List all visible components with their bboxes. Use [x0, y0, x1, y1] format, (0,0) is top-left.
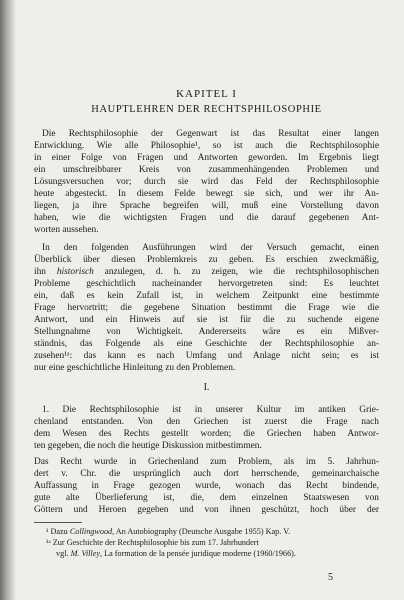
section-number: I.	[203, 382, 210, 393]
footnote: ¹ᵃ Zur Geschichte der Rechtsphilosophie bis zum 17. Jahrhundert	[46, 538, 259, 547]
para1-line: Die Rechtsphilosophie der Gegenwart ist das Resultat einer langen	[42, 129, 379, 139]
para1-line: liegen, ja ihre Sprache begreifen will, muß eine Vorstellung davon	[34, 201, 379, 211]
para4-line: dert v. Chr. die ursprünglich auch dort herrschende, gemeinarchaische	[34, 469, 379, 479]
para1-line: worten aussehen.	[34, 225, 99, 235]
footnote: ¹ Dazu Collingwood, An Autobiography (Deutsche Ausgabe 1955) Kap. V.	[46, 527, 291, 536]
page-number: 5	[328, 572, 333, 583]
para1-line: Lösungsversuchen vor; durch sie wird das Feld der Rechtsphilosophie	[34, 177, 379, 187]
book-gutter-shadow	[0, 0, 16, 600]
footnote: vgl. M. Villey, La formation de la pensée juridique moderne (1960/1966).	[56, 549, 296, 558]
para2-line: Antwort, und ein Hinweis auf sie ist für die zu suchende eigene	[34, 315, 379, 325]
para3-line: 1. Die Rechtsphilosophie ist in unserer Kultur im antiken Grie-	[42, 405, 379, 415]
para3-line: dem Wesen des Rechts gestellt worden; die Griechen haben Antwor-	[34, 429, 379, 439]
para1-line: heute abgesteckt. In diesem Felde bewegt sie sich, und wer ihr An-	[34, 189, 379, 199]
para2-line: Frage hervortritt; die gegebene Situation bestimmt die Frage wie die	[34, 303, 379, 313]
para2-line: Überblick über diesen Problemkreis zu geben. Es erschien zweckmäßig,	[34, 255, 379, 265]
para3-line: ten gegeben, die noch die heutige Diskussion mitbestimmen.	[34, 441, 262, 451]
para1-line: in einer Folge von Fragen und Antworten geworden. Im Ergebnis liegt	[34, 153, 379, 163]
para2-line: Probleme geschichtlich nacheinander hervorgetreten sind: Es leuchtet	[34, 279, 379, 289]
book-page	[16, 0, 404, 600]
chapter-heading: HAUPTLEHREN DER RECHTSPHILOSOPHIE	[91, 104, 322, 115]
para2-line: zusehen¹ᵃ: das kann es nach Umfang und Anlage nicht sein; es ist	[34, 351, 379, 361]
para1-line: ein umschreibbarer Kreis von zusammenhängenden Problemen und	[34, 165, 379, 175]
para2-line: ständnis, das Folgende als eine Geschichte der Rechtsphilosophie an-	[34, 339, 379, 349]
para2-line: ein, daß es kein Zufall ist, in welchem Zeitpunkt eine bestimmte	[34, 291, 379, 301]
para4-line: Göttern und Heroen gegeben und von ihnen geschützt, hoch über der	[34, 505, 379, 515]
para4-line: Auffassung in Frage gezogen wurde, wonach das Recht bindende,	[34, 481, 379, 491]
para2-line: nur eine geschichtliche Hinleitung zu den Problemen.	[34, 363, 236, 373]
para1-line: Entwicklung. Wie alle Philosophie¹, so ist auch die Rechtsphilosophie	[34, 141, 379, 151]
para4-line: gute alte Überlieferung ist, die, dem einzelnen Staatswesen von	[34, 493, 379, 503]
para3-line: chenland entstanden. Von den Griechen ist zuerst die Frage nach	[34, 417, 379, 427]
para1-line: haben, wie die wichtigsten Fragen und die darauf gegebenen Ant-	[34, 213, 379, 223]
chapter-title: KAPITEL I	[176, 88, 237, 100]
para4-line: Das Recht wurde in Griechenland zum Problem, als im 5. Jahrhun-	[34, 457, 379, 467]
footnote-rule	[34, 522, 82, 523]
para2-line: ihn historisch anzulegen, d. h. zu zeigen, wie die rechtsphilosophischen	[34, 267, 380, 277]
para2-line: Stellungnahme von Wichtigkeit. Andererseits wäre es ein Mißver-	[34, 327, 379, 337]
para2-line: In den folgenden Ausführungen wird der Versuch gemacht, einen	[42, 243, 379, 253]
